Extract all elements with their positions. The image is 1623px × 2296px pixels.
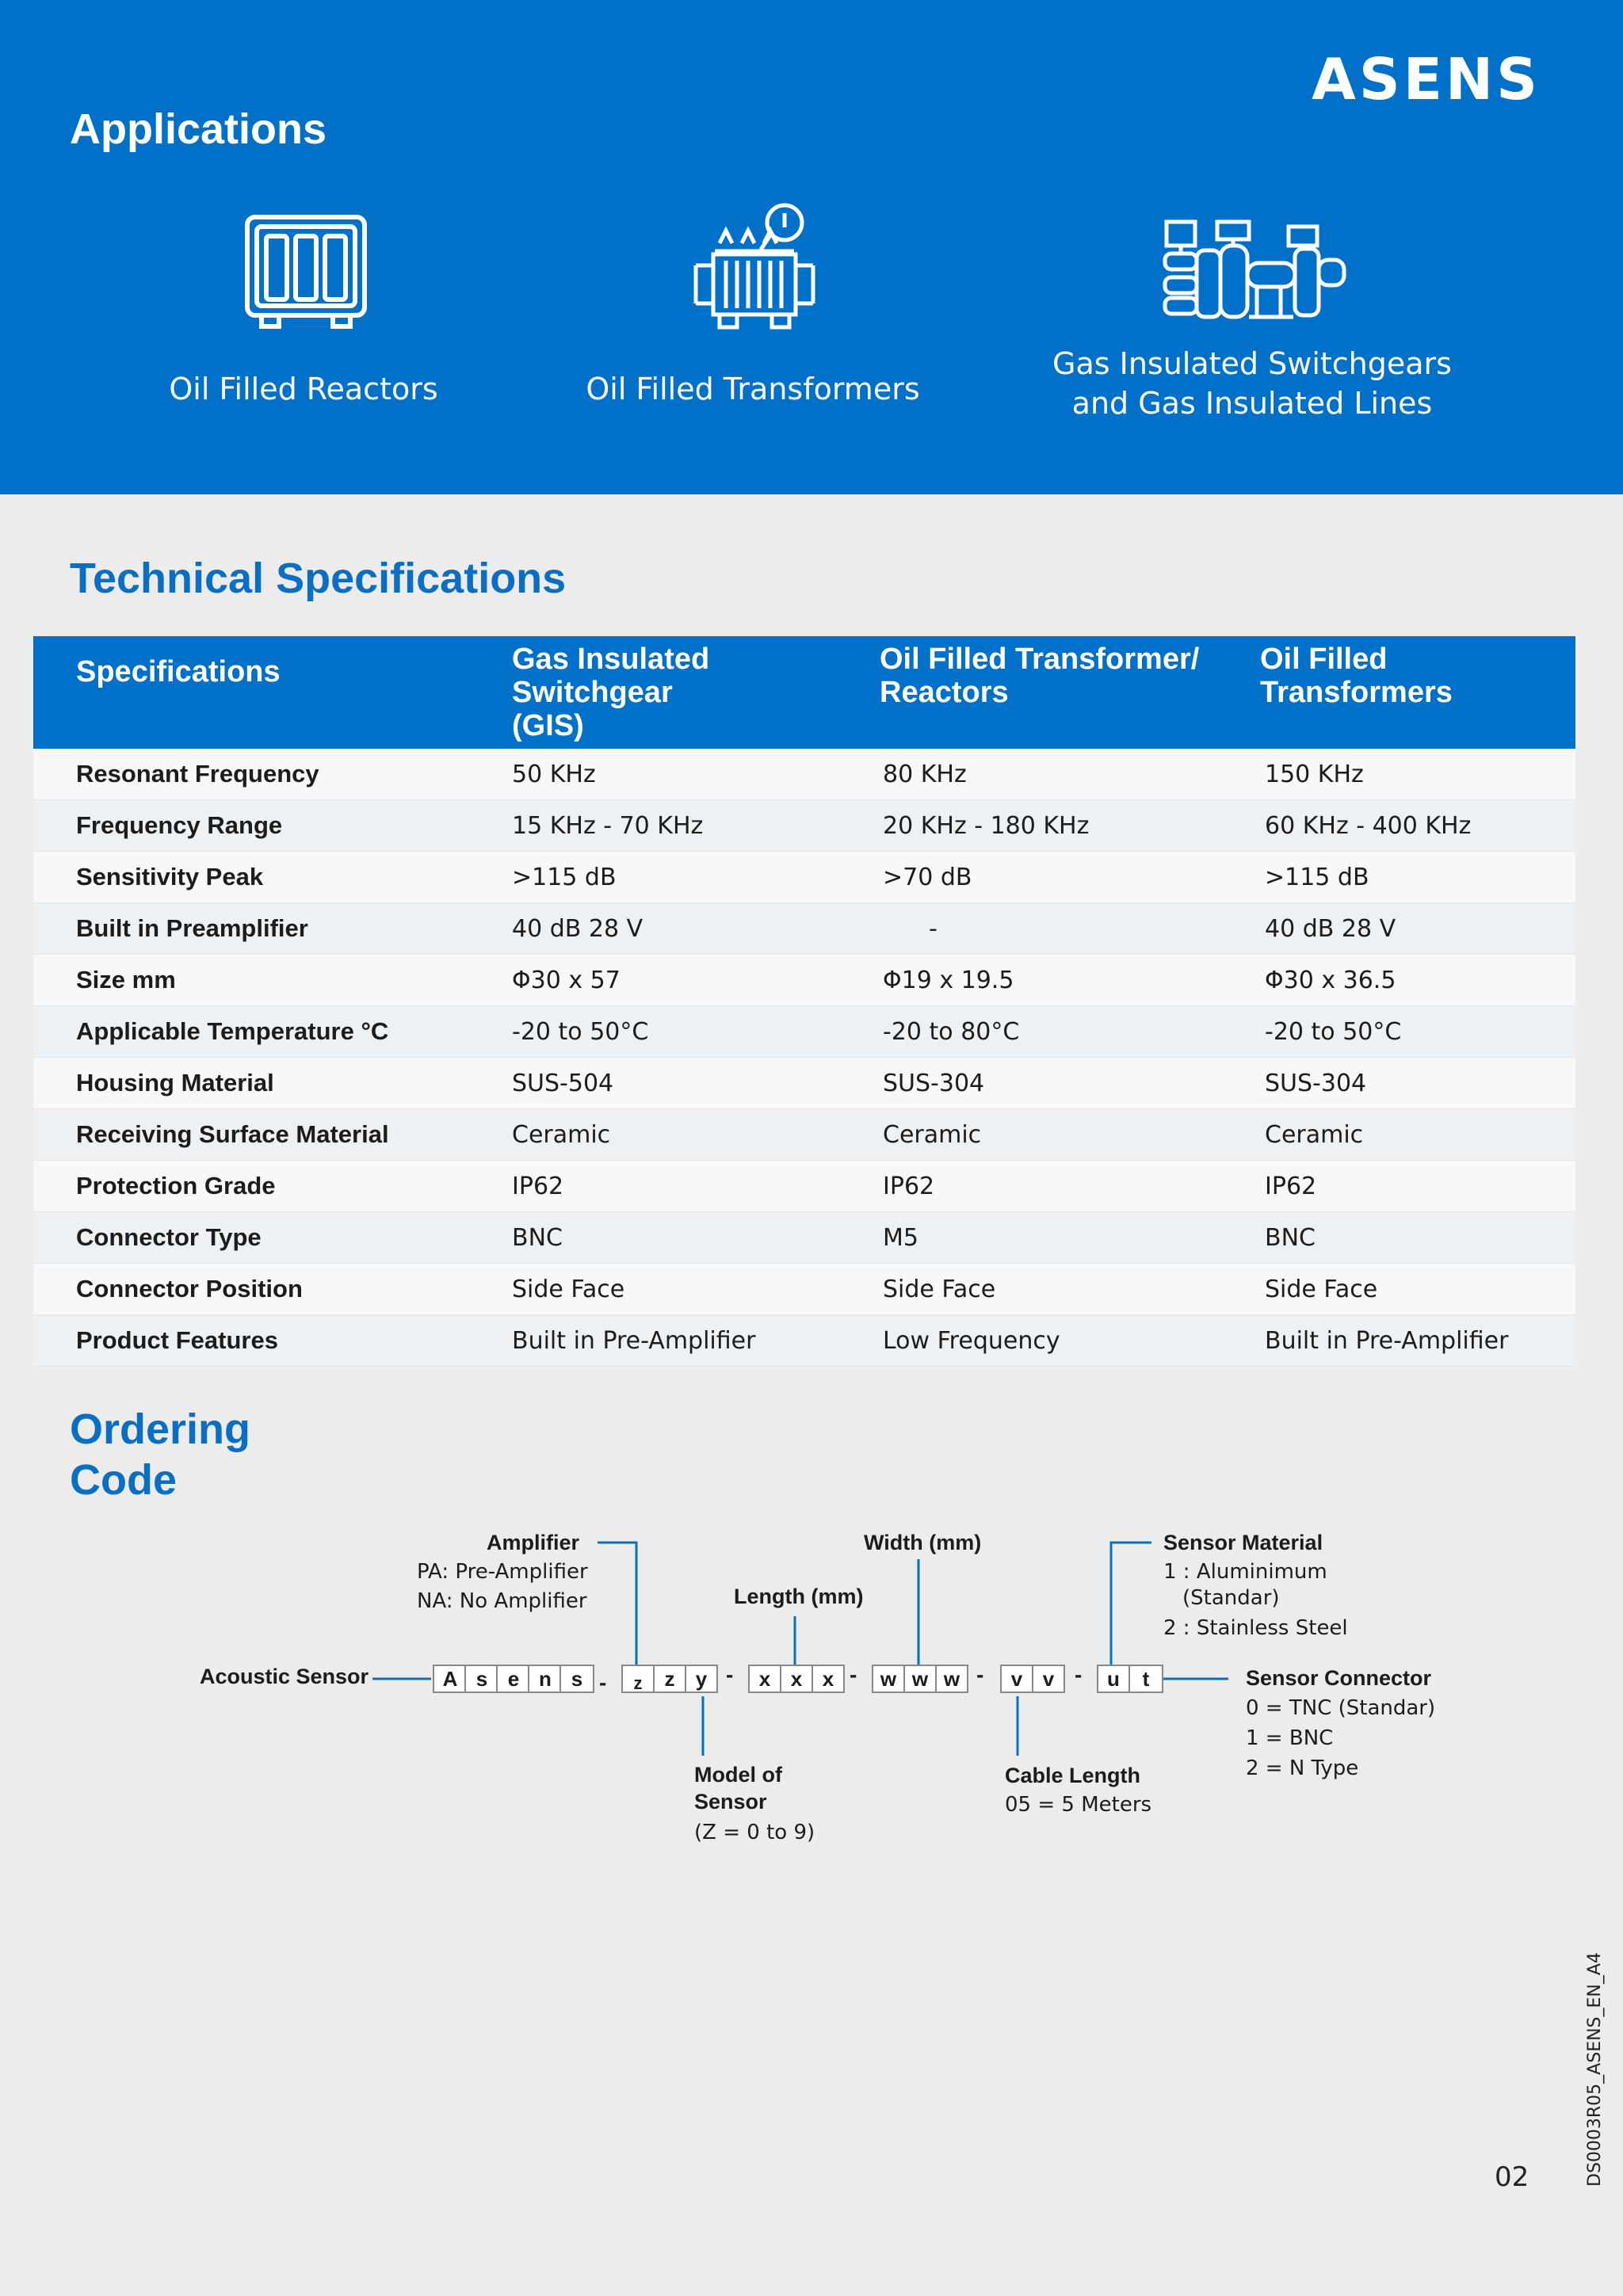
spec-value: Side Face	[1260, 1264, 1575, 1315]
spec-value: Side Face	[512, 1264, 880, 1315]
spec-label: Housing Material	[33, 1058, 512, 1109]
spec-row	[33, 800, 1575, 852]
spec-value: 15 KHz - 70 KHz	[512, 800, 880, 852]
sensor-connector-title: Sensor Connector	[1246, 1666, 1432, 1690]
spec-value: Φ30 x 36.5	[1260, 955, 1575, 1006]
spec-value: Side Face	[880, 1264, 1260, 1315]
amplifier-option-na: NA: No Amplifier	[417, 1589, 587, 1613]
spec-row	[33, 1212, 1575, 1264]
code-separator: -	[976, 1662, 984, 1687]
sensor-material-title: Sensor Material	[1163, 1531, 1323, 1554]
spec-value: BNC	[512, 1212, 880, 1264]
spec-value: -	[880, 903, 1260, 955]
tech-specs-title: Technical Specifications	[70, 555, 567, 602]
code-box-A: A	[433, 1665, 468, 1693]
spec-value: 150 KHz	[1260, 749, 1575, 800]
spec-value: Ceramic	[1260, 1109, 1575, 1161]
code-box-x1: x	[748, 1665, 781, 1693]
spec-row	[33, 1109, 1575, 1161]
sensor-connector-option-0: 0 = TNC (Standar)	[1246, 1696, 1436, 1720]
reactor-icon	[242, 212, 369, 331]
model-of-sensor-title: Model of Sensor	[694, 1763, 782, 1814]
document-code: DS0003R05_ASENS_EN_A4	[1585, 1952, 1605, 2187]
sensor-connector-option-1: 1 = BNC	[1246, 1726, 1334, 1750]
spec-value: 80 KHz	[880, 749, 1260, 800]
application-gas-insulated-switchgears: Gas Insulated Switchgears and Gas Insulated Lines	[1052, 346, 1452, 421]
code-box-s2: s	[559, 1665, 594, 1693]
code-box-y: y	[685, 1665, 718, 1693]
spec-row	[33, 1161, 1575, 1212]
spec-label: Size mm	[33, 955, 512, 1006]
spec-value: >115 dB	[512, 852, 880, 903]
length-title: Length (mm)	[734, 1585, 864, 1608]
spec-label: Connector Type	[33, 1212, 512, 1264]
code-box-e: e	[496, 1665, 531, 1693]
spec-value: Built in Pre-Amplifier	[1260, 1315, 1575, 1367]
switchgear-icon	[1162, 219, 1349, 322]
spec-value: 50 KHz	[512, 749, 880, 800]
spec-label: Built in Preamplifier	[33, 903, 512, 955]
spec-value: Low Frequency	[880, 1315, 1260, 1367]
spec-value: -20 to 50°C	[512, 1006, 880, 1058]
sensor-material-option-1: 1 : Aluminimum	[1163, 1560, 1327, 1584]
spec-table-header	[33, 636, 1575, 749]
code-box-z1: z	[621, 1665, 655, 1693]
transformer-icon	[691, 202, 818, 333]
spec-value: >115 dB	[1260, 852, 1575, 903]
code-box-v1: v	[1000, 1665, 1033, 1693]
spec-value: Φ19 x 19.5	[880, 955, 1260, 1006]
code-box-w2: w	[903, 1665, 937, 1693]
spec-label: Resonant Frequency	[33, 749, 512, 800]
spec-value: -20 to 50°C	[1260, 1006, 1575, 1058]
spec-value: Φ30 x 57	[512, 955, 880, 1006]
code-box-w1: w	[872, 1665, 905, 1693]
spec-row	[33, 955, 1575, 1006]
width-title: Width (mm)	[864, 1531, 982, 1554]
spec-value: -20 to 80°C	[880, 1006, 1260, 1058]
spec-label: Connector Position	[33, 1264, 512, 1315]
spec-value: IP62	[880, 1161, 1260, 1212]
amplifier-title: Amplifier	[487, 1531, 580, 1554]
spec-row	[33, 1058, 1575, 1109]
column-header-oil-filled-transformer-reactors: Oil Filled Transformer/ Reactors	[880, 636, 1260, 749]
code-separator: -	[726, 1662, 734, 1687]
spec-value: IP62	[1260, 1161, 1575, 1212]
ordering-code-title: Ordering Code	[70, 1405, 251, 1504]
cable-length-note: 05 = 5 Meters	[1005, 1793, 1152, 1817]
spec-label: Protection Grade	[33, 1161, 512, 1212]
sensor-material-option-2: 2 : Stainless Steel	[1163, 1616, 1348, 1640]
code-box-x3: x	[812, 1665, 845, 1693]
acoustic-sensor-label: Acoustic Sensor	[200, 1665, 369, 1688]
applications-title: Applications	[70, 105, 327, 153]
spec-row	[33, 1264, 1575, 1315]
spec-label: Frequency Range	[33, 800, 512, 852]
spec-label: Applicable Temperature °C	[33, 1006, 512, 1058]
spec-value: 40 dB 28 V	[512, 903, 880, 955]
column-header-oil-filled-transformers: Oil Filled Transformers	[1260, 636, 1575, 749]
amplifier-option-pa: PA: Pre-Amplifier	[417, 1560, 588, 1584]
column-header-gis: Gas Insulated Switchgear (GIS)	[512, 636, 880, 749]
application-oil-filled-reactors: Oil Filled Reactors	[169, 372, 438, 406]
spec-row	[33, 852, 1575, 903]
code-box-u: u	[1097, 1665, 1130, 1693]
spec-row	[33, 1006, 1575, 1058]
spec-value: SUS-304	[1260, 1058, 1575, 1109]
spec-value: SUS-304	[880, 1058, 1260, 1109]
spec-value: 40 dB 28 V	[1260, 903, 1575, 955]
spec-value: 60 KHz - 400 KHz	[1260, 800, 1575, 852]
spec-label: Sensitivity Peak	[33, 852, 512, 903]
spec-label: Receiving Surface Material	[33, 1109, 512, 1161]
code-separator: -	[599, 1670, 607, 1695]
brand-logo: ASENS	[1312, 46, 1541, 113]
spec-value: Built in Pre-Amplifier	[512, 1315, 880, 1367]
code-box-s: s	[464, 1665, 499, 1693]
spec-value: SUS-504	[512, 1058, 880, 1109]
cable-length-title: Cable Length	[1005, 1764, 1141, 1787]
code-box-n: n	[528, 1665, 563, 1693]
spec-value: M5	[880, 1212, 1260, 1264]
spec-value: Ceramic	[512, 1109, 880, 1161]
code-box-t: t	[1128, 1665, 1163, 1693]
sensor-connector-option-2: 2 = N Type	[1246, 1756, 1359, 1780]
spec-row	[33, 749, 1575, 800]
spec-value: 20 KHz - 180 KHz	[880, 800, 1260, 852]
code-separator: -	[850, 1662, 857, 1687]
model-of-sensor-note: (Z = 0 to 9)	[694, 1821, 815, 1844]
code-box-v2: v	[1032, 1665, 1065, 1693]
column-header-specifications: Specifications	[33, 636, 512, 749]
spec-value: IP62	[512, 1161, 880, 1212]
spec-value: >70 dB	[880, 852, 1260, 903]
spec-value: BNC	[1260, 1212, 1575, 1264]
application-oil-filled-transformers: Oil Filled Transformers	[586, 372, 920, 406]
page-number: 02	[1495, 2161, 1529, 2193]
spec-table	[33, 636, 1575, 1367]
spec-label: Product Features	[33, 1315, 512, 1367]
code-separator: -	[1075, 1662, 1083, 1687]
spec-table-body	[33, 749, 1575, 1367]
spec-value: Ceramic	[880, 1109, 1260, 1161]
spec-row	[33, 1315, 1575, 1367]
code-box-z2: z	[653, 1665, 686, 1693]
sensor-material-option-standard: (Standar)	[1182, 1586, 1280, 1610]
spec-row	[33, 903, 1575, 955]
code-box-x2: x	[780, 1665, 813, 1693]
code-box-w3: w	[935, 1665, 968, 1693]
